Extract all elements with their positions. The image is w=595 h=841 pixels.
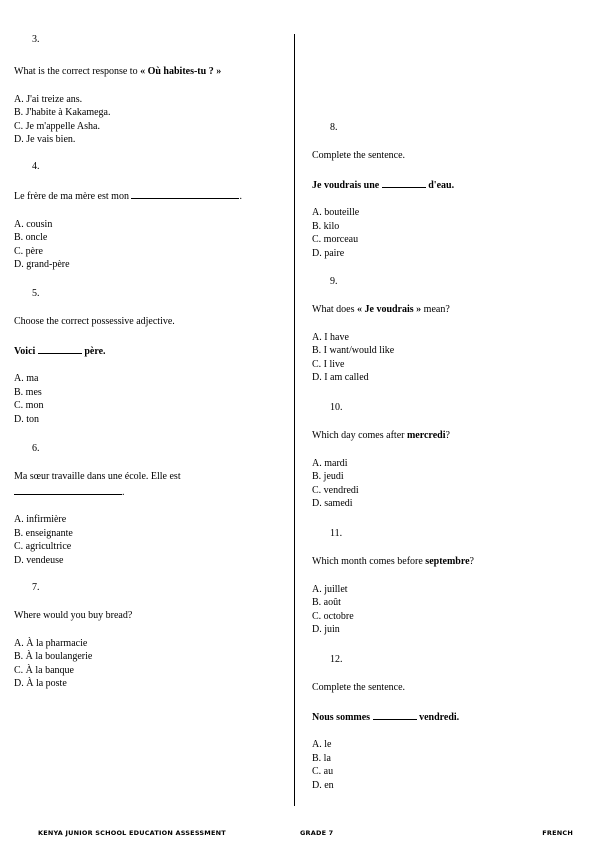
options-list [312, 331, 580, 385]
option-d[interactable]: D. ton [14, 413, 39, 425]
sentence-end: d'eau. [428, 179, 455, 191]
answer-blank[interactable] [38, 343, 82, 354]
option-c[interactable]: C. père [14, 245, 43, 257]
question-12 [312, 653, 580, 793]
option-a[interactable]: A. infirmière [14, 514, 67, 526]
question-sentence [14, 343, 282, 359]
option-a[interactable]: A. I have [312, 331, 349, 343]
sentence-end: père. [84, 345, 106, 357]
option-d[interactable]: D. À la poste [14, 678, 67, 690]
option-c[interactable]: C. À la banque [14, 664, 74, 676]
prompt-text: Which month comes before [312, 556, 426, 567]
prompt-text: Ma sœur travaille dans une école. Elle est [14, 471, 181, 482]
options-list [14, 372, 282, 426]
prompt-bold-phrase: septembre [425, 556, 470, 567]
question-number: 6. [32, 443, 40, 454]
question-prompt: Choose the correct possessive adjective. [14, 316, 175, 327]
option-d[interactable]: D. I am called [312, 372, 369, 384]
question-number: 8. [330, 122, 338, 133]
prompt-end: ? [445, 430, 450, 441]
option-b[interactable]: B. août [312, 597, 341, 609]
question-sentence [312, 177, 580, 193]
prompt-end: ? [469, 556, 474, 567]
options-list [312, 738, 580, 792]
options-list [312, 583, 580, 637]
question-number: 3. [32, 34, 40, 45]
option-c[interactable]: C. vendredi [312, 484, 359, 496]
question-prompt [312, 303, 580, 317]
option-b[interactable]: B. À la boulangerie [14, 651, 93, 663]
option-d[interactable]: D. vendeuse [14, 554, 64, 566]
question-number: 5. [32, 288, 40, 299]
option-d[interactable]: D. juin [312, 624, 340, 636]
option-b[interactable]: B. la [312, 752, 331, 764]
option-a[interactable]: A. bouteille [312, 207, 360, 219]
prompt-end: . [239, 191, 242, 202]
question-number: 4. [32, 161, 40, 172]
prompt-text: Which day comes after [312, 430, 407, 441]
option-c[interactable]: C. agricultrice [14, 541, 72, 553]
prompt-end: . [122, 486, 125, 498]
option-a[interactable]: A. ma [14, 373, 39, 385]
footer-exam-name: KENYA JUNIOR SCHOOL EDUCATION ASSESSMENT [38, 829, 226, 837]
option-d[interactable]: D. Je vais bien. [14, 134, 76, 146]
sentence-start: Je voudrais une [312, 179, 380, 191]
prompt-bold-phrase: mercredi [406, 430, 446, 441]
option-a[interactable]: A. À la pharmacie [14, 637, 88, 649]
question-prompt [14, 188, 282, 204]
question-9 [312, 275, 580, 385]
options-list [14, 93, 282, 147]
options-list [14, 513, 282, 567]
prompt-text: What does [312, 304, 357, 315]
options-list [14, 637, 282, 691]
option-b[interactable]: B. J'habite à Kakamega. [14, 107, 111, 119]
option-d[interactable]: D. samedi [312, 498, 353, 510]
question-number: 12. [330, 654, 343, 665]
option-c[interactable]: C. I live [312, 358, 345, 370]
sentence-end: vendredi. [419, 711, 460, 723]
option-a[interactable]: A. le [312, 739, 332, 751]
option-b[interactable]: B. jeudi [312, 471, 344, 483]
option-a[interactable]: A. mardi [312, 457, 348, 469]
option-b[interactable]: B. kilo [312, 220, 340, 232]
answer-blank[interactable] [131, 188, 239, 199]
prompt-end: mean? [421, 304, 450, 315]
question-number: 11. [330, 528, 343, 539]
answer-blank[interactable] [373, 709, 417, 720]
options-list [312, 206, 580, 260]
footer-grade: GRADE 7 [300, 829, 334, 837]
prompt-bold-phrase: « Où habites-tu ? » [140, 66, 222, 77]
question-8 [312, 121, 580, 261]
question-prompt [14, 470, 282, 499]
prompt-bold-phrase: « Je voudrais » [357, 304, 422, 315]
question-5 [14, 287, 282, 427]
column-divider [294, 34, 295, 806]
prompt-text: Le frère de ma mère est mon [14, 191, 129, 202]
option-c[interactable]: C. morceau [312, 234, 359, 246]
question-number: 7. [32, 582, 40, 593]
question-11 [312, 527, 580, 637]
question-7 [14, 581, 282, 691]
footer-subject: FRENCH [542, 829, 573, 837]
question-number: 10. [330, 402, 343, 413]
answer-blank[interactable] [14, 484, 122, 495]
question-10 [312, 401, 580, 511]
question-prompt: Complete the sentence. [312, 150, 406, 161]
question-prompt [312, 429, 580, 443]
option-a[interactable]: A. cousin [14, 218, 53, 230]
option-d[interactable]: D. grand-père [14, 259, 70, 271]
sentence-start: Voici [14, 345, 36, 357]
options-list [312, 457, 580, 511]
option-a[interactable]: A. juillet [312, 583, 348, 595]
question-6 [14, 442, 282, 568]
option-c[interactable]: C. octobre [312, 610, 354, 622]
option-a[interactable]: A. J'ai treize ans. [14, 93, 83, 105]
option-c[interactable]: C. Je m'appelle Asha. [14, 120, 100, 132]
question-prompt: Complete the sentence. [312, 682, 406, 693]
question-number: 9. [330, 276, 338, 287]
option-b[interactable]: B. enseignante [14, 527, 73, 539]
sentence-start: Nous sommes [312, 711, 371, 723]
question-3 [14, 33, 282, 147]
prompt-text: What is the correct response to [14, 66, 141, 77]
option-b[interactable]: B. oncle [14, 232, 48, 244]
answer-blank[interactable] [382, 177, 426, 188]
question-4 [14, 160, 282, 272]
option-c[interactable]: C. mon [14, 400, 44, 412]
option-c[interactable]: C. au [312, 766, 334, 778]
question-sentence [312, 709, 580, 725]
option-d[interactable]: D. paire [312, 247, 345, 259]
question-prompt [312, 555, 580, 569]
option-d[interactable]: D. en [312, 779, 334, 791]
option-b[interactable]: B. I want/would like [312, 345, 395, 357]
question-prompt [14, 65, 282, 79]
option-b[interactable]: B. mes [14, 386, 42, 398]
options-list [14, 218, 282, 272]
question-prompt: Where would you buy bread? [14, 610, 133, 621]
